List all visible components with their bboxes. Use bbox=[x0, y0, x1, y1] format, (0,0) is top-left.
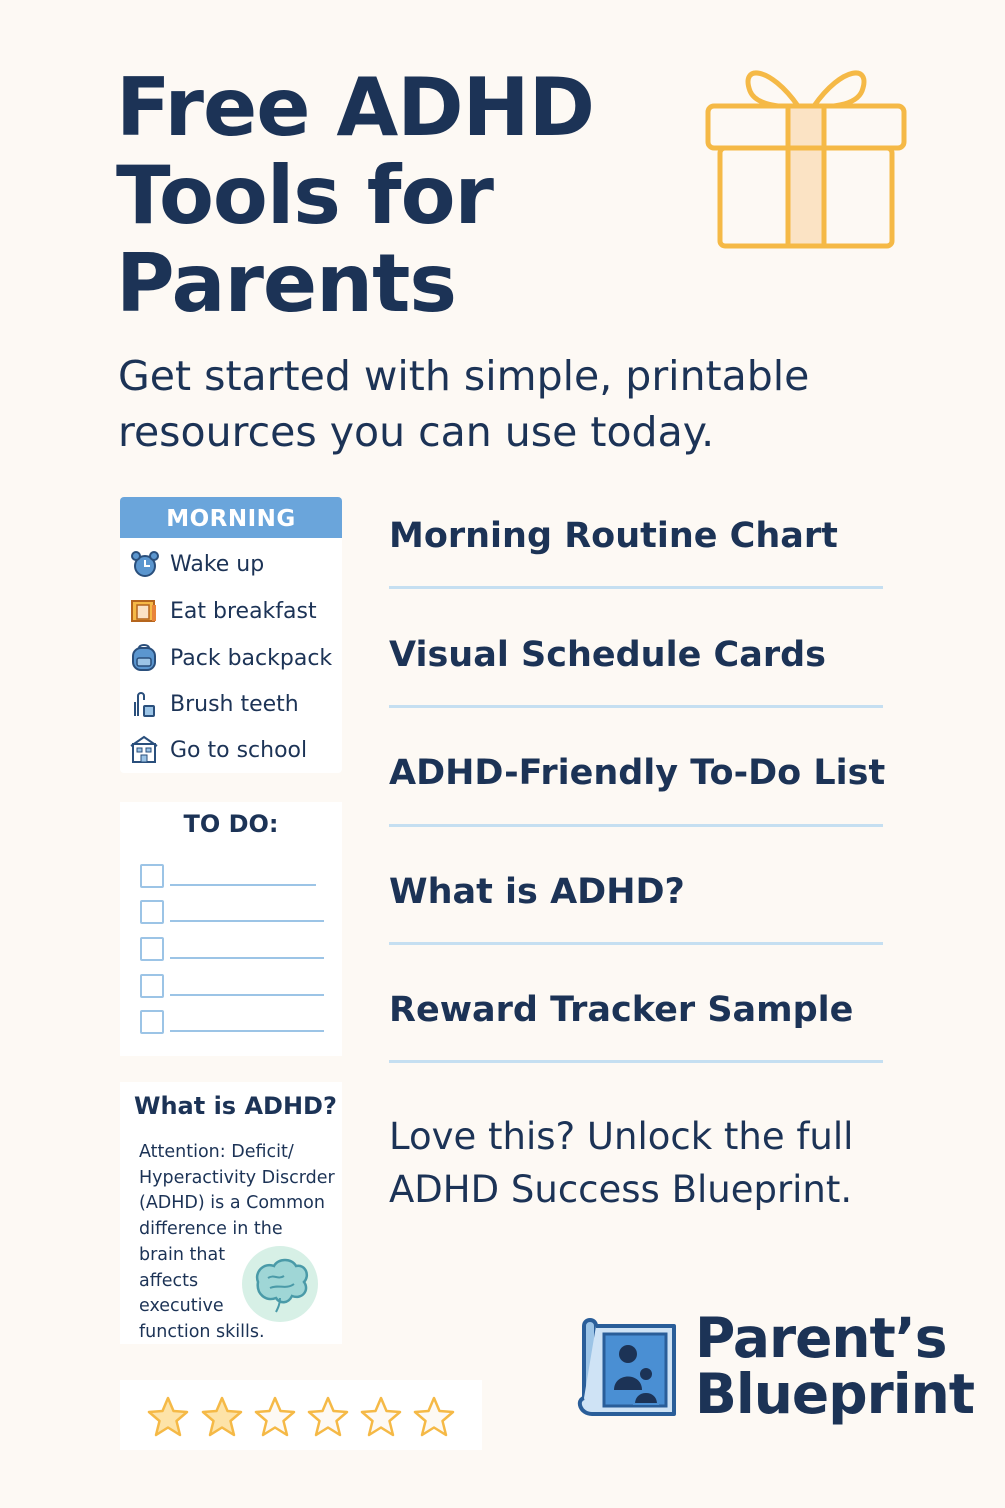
todo-checkbox[interactable] bbox=[140, 937, 164, 961]
todo-line bbox=[170, 920, 324, 922]
what-body-line: brain that bbox=[139, 1244, 226, 1265]
divider bbox=[389, 824, 883, 827]
todo-row bbox=[140, 1010, 326, 1034]
what-body-line: (ADHD) is a Common bbox=[139, 1193, 325, 1214]
brand-logo-text bbox=[695, 1306, 985, 1426]
star-icon bbox=[253, 1395, 297, 1439]
resource-link-adhd-friendly-to-do-list[interactable]: ADHD-Friendly To-Do List bbox=[389, 753, 886, 793]
gift-icon bbox=[700, 56, 912, 252]
divider bbox=[389, 705, 883, 708]
resource-link-what-is-adhd[interactable]: What is ADHD? bbox=[389, 872, 685, 912]
page-title bbox=[116, 61, 676, 330]
what-body-line: affects bbox=[139, 1270, 199, 1291]
brain-icon bbox=[240, 1244, 320, 1324]
todo-checkbox[interactable] bbox=[140, 900, 164, 924]
todo-line bbox=[170, 994, 324, 996]
cta-line: Love this? Unlock the full bbox=[389, 1115, 854, 1158]
resource-link-reward-tracker-sample[interactable]: Reward Tracker Sample bbox=[389, 990, 854, 1030]
what-body-line: Hyperactivity Discrder bbox=[139, 1167, 335, 1188]
todo-checkbox[interactable] bbox=[140, 864, 164, 888]
star-icon bbox=[359, 1395, 403, 1439]
brand-line: Parent’s bbox=[695, 1306, 947, 1370]
what-body-line: function skills. bbox=[139, 1321, 265, 1342]
what-body-line: difference in the bbox=[139, 1219, 283, 1240]
todo-checkbox[interactable] bbox=[140, 1010, 164, 1034]
toothbrush-icon bbox=[128, 688, 160, 720]
page-subtitle bbox=[118, 348, 878, 460]
title-line: Free ADHD bbox=[116, 61, 595, 154]
cta-link[interactable] bbox=[389, 1110, 949, 1216]
backpack-icon bbox=[128, 642, 160, 674]
divider bbox=[389, 942, 883, 945]
morning-item-go-to-school bbox=[128, 730, 342, 770]
star-icon bbox=[146, 1395, 190, 1439]
resource-link-visual-schedule-cards[interactable]: Visual Schedule Cards bbox=[389, 635, 826, 675]
todo-row bbox=[140, 937, 326, 961]
todo-line bbox=[170, 957, 324, 959]
todo-row bbox=[140, 974, 326, 998]
blueprint-logo-icon bbox=[570, 1314, 684, 1426]
resource-link-morning-routine-chart[interactable]: Morning Routine Chart bbox=[389, 516, 838, 556]
title-line: Tools for bbox=[116, 149, 493, 242]
morning-item-eat-breakfast bbox=[128, 591, 342, 631]
morning-item-pack-backpack bbox=[128, 638, 342, 678]
morning-card-header: MORNING bbox=[120, 497, 342, 538]
morning-item-label: Wake up bbox=[170, 551, 265, 577]
alarm-clock-icon bbox=[128, 548, 160, 580]
subtitle-line: Get started with simple, printable bbox=[118, 352, 810, 400]
what-card-title: What is ADHD? bbox=[134, 1092, 337, 1120]
todo-line bbox=[170, 1030, 324, 1032]
divider bbox=[389, 586, 883, 589]
todo-checkbox[interactable] bbox=[140, 974, 164, 998]
title-line: Parents bbox=[116, 237, 456, 330]
what-body-line: Attention: Deficit/ bbox=[139, 1142, 294, 1162]
star-icon bbox=[412, 1395, 456, 1439]
morning-item-wake-up bbox=[128, 544, 342, 584]
breakfast-icon bbox=[128, 595, 160, 627]
morning-item-brush-teeth bbox=[128, 684, 342, 724]
morning-item-label: Brush teeth bbox=[170, 691, 299, 717]
star-icon bbox=[306, 1395, 350, 1439]
todo-card-title: TO DO: bbox=[183, 810, 279, 838]
morning-item-label: Go to school bbox=[170, 737, 308, 763]
brand-line: Blueprint bbox=[695, 1362, 975, 1426]
star-icon bbox=[200, 1395, 244, 1439]
what-body-line: executive bbox=[139, 1296, 224, 1317]
todo-line bbox=[170, 884, 316, 886]
morning-item-label: Eat breakfast bbox=[170, 598, 317, 624]
cta-line: ADHD Success Blueprint. bbox=[389, 1168, 853, 1211]
divider bbox=[389, 1060, 883, 1063]
morning-item-label: Pack backpack bbox=[170, 645, 333, 671]
school-icon bbox=[128, 734, 160, 766]
todo-row bbox=[140, 900, 326, 924]
subtitle-line: resources you can use today. bbox=[118, 408, 715, 456]
todo-row bbox=[140, 864, 326, 888]
